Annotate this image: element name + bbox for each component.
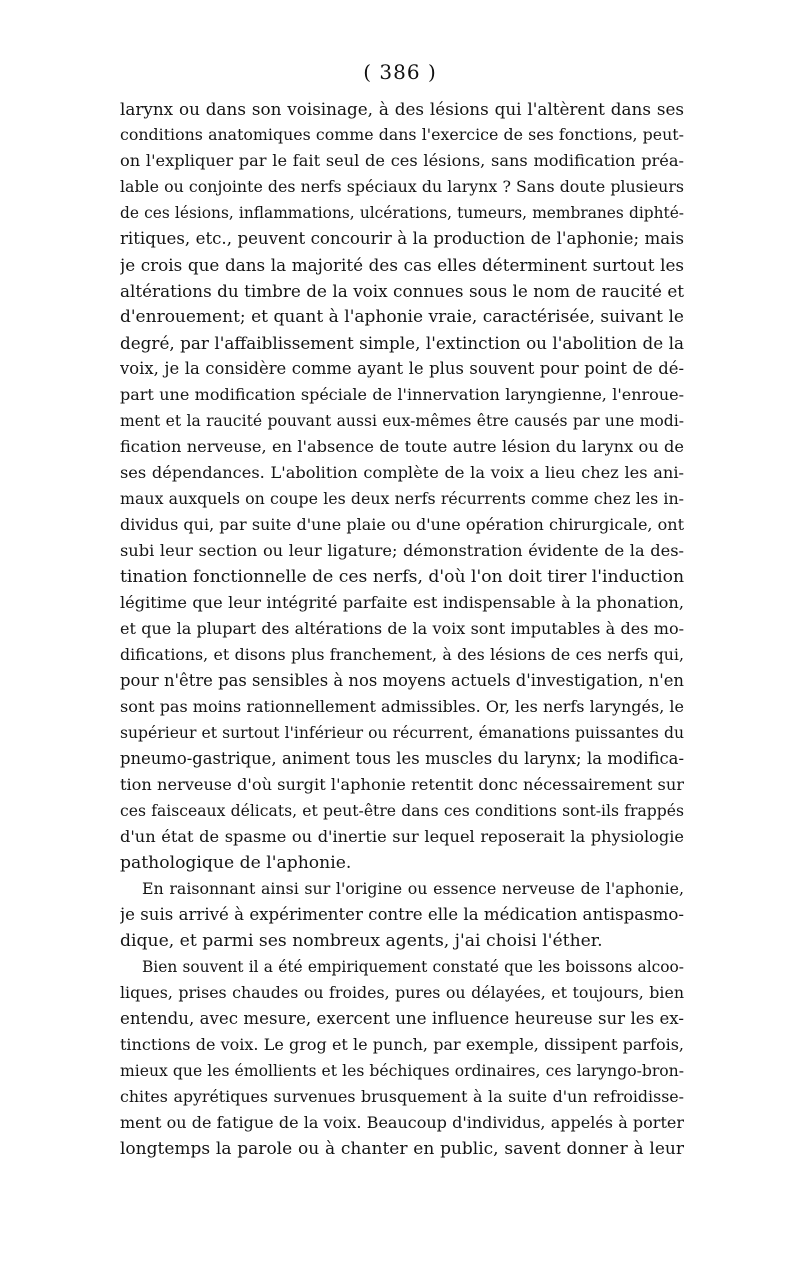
paragraph-start-line: Bien souvent il a été empiriquement constaté que les boissons alcoo- bbox=[142, 958, 684, 976]
text-line: je suis arrivé à expérimenter contre elle la médication antispasmo- bbox=[120, 905, 684, 924]
text-line: chites apyrétiques survenues brusquement à la suite d'un refroidisse- bbox=[120, 1087, 684, 1106]
text-line: de ces lésions, inflammations, ulcérations, tumeurs, membranes diphté- bbox=[120, 204, 684, 222]
text-line: part une modification spéciale de l'innervation laryngienne, l'enroue- bbox=[120, 385, 684, 404]
text-line: et que la plupart des altérations de la voix sont imputables à des mo- bbox=[120, 619, 684, 638]
text-line: tion nerveuse d'où surgit l'aphonie retentit donc nécessairement sur bbox=[120, 775, 684, 794]
text-line: supérieur et surtout l'inférieur ou récurrent, émanations puissantes du bbox=[120, 724, 684, 742]
text-line: maux auxquels on coupe les deux nerfs récurrents comme chez les in- bbox=[120, 489, 684, 508]
text-line: entendu, avec mesure, exercent une influence heureuse sur les ex- bbox=[120, 1009, 684, 1028]
text-line: altérations du timbre de la voix connues sous le nom de raucité et bbox=[120, 281, 684, 301]
text-line: subi leur section ou leur ligature; démonstration évidente de la des- bbox=[120, 541, 684, 560]
text-line: ces faisceaux délicats, et peut-être dans ces conditions sont-ils frappés bbox=[120, 802, 684, 820]
text-line: d'enrouement; et quant à l'aphonie vraie, caractérisée, suivant le bbox=[120, 307, 684, 327]
text-line: sont pas moins rationnellement admissibles. Or, les nerfs laryngés, le bbox=[120, 697, 684, 716]
body-text bbox=[120, 96, 684, 1162]
text-line: degré, par l'affaiblissement simple, l'extinction ou l'abolition de la bbox=[120, 333, 684, 353]
text-line: ses dépendances. L'abolition complète de la voix a lieu chez les ani- bbox=[120, 463, 684, 482]
text-line: voix, je la considère comme ayant le plus souvent pour point de dé- bbox=[120, 359, 684, 378]
text-line: longtemps la parole ou à chanter en public, savent donner à leur bbox=[120, 1139, 684, 1159]
paragraph-start-line: En raisonnant ainsi sur l'origine ou essence nerveuse de l'aphonie, bbox=[142, 879, 684, 898]
text-line: larynx ou dans son voisinage, à des lésions qui l'altèrent dans ses bbox=[120, 99, 684, 119]
text-line: difications, et disons plus franchement, à des lésions de ces nerfs qui, bbox=[120, 645, 684, 664]
text-line: mieux que les émollients et les béchiques ordinaires, ces laryngo-bron- bbox=[120, 1062, 684, 1080]
text-line: ritiques, etc., peuvent concourir à la production de l'aphonie; mais bbox=[120, 229, 684, 248]
text-line: ment ou de fatigue de la voix. Beaucoup d'individus, appelés à porter bbox=[120, 1113, 684, 1132]
text-line: liques, prises chaudes ou froides, pures ou délayées, et toujours, bien bbox=[120, 983, 684, 1002]
text-line: conditions anatomiques comme dans l'exercice de ses fonctions, peut- bbox=[120, 125, 684, 144]
text-line: pneumo-gastrique, animent tous les muscles du larynx; la modifica- bbox=[120, 749, 684, 768]
text-line: pour n'être pas sensibles à nos moyens actuels d'investigation, n'en bbox=[120, 671, 684, 690]
text-line: tination fonctionnelle de ces nerfs, d'où l'on doit tirer l'induction bbox=[120, 567, 684, 587]
text-line: lable ou conjointe des nerfs spéciaux du larynx ? Sans doute plusieurs bbox=[120, 177, 684, 196]
text-line: on l'expliquer par le fait seul de ces lésions, sans modification préa- bbox=[120, 151, 684, 170]
text-line: tinctions de voix. Le grog et le punch, par exemple, dissipent parfois, bbox=[120, 1035, 684, 1054]
text-line: légitime que leur intégrité parfaite est indispensable à la phonation, bbox=[120, 593, 684, 612]
paragraph-end-line: pathologique de l'aphonie. bbox=[120, 853, 352, 873]
text-line: je crois que dans la majorité des cas elles déterminent surtout les bbox=[120, 255, 684, 275]
paragraph-end-line: dique, et parmi ses nombreux agents, j'ai choisi l'éther. bbox=[120, 931, 603, 951]
text-line: d'un état de spasme ou d'inertie sur lequel reposerait la physiologie bbox=[120, 827, 684, 846]
text-line: ment et la raucité pouvant aussi eux-mêmes être causés par une modi- bbox=[120, 412, 684, 430]
text-line: fication nerveuse, en l'absence de toute autre lésion du larynx ou de bbox=[120, 437, 684, 456]
text-line: dividus qui, par suite d'une plaie ou d'une opération chirurgicale, ont bbox=[120, 515, 684, 534]
page-number: ( 386 ) bbox=[363, 60, 437, 84]
